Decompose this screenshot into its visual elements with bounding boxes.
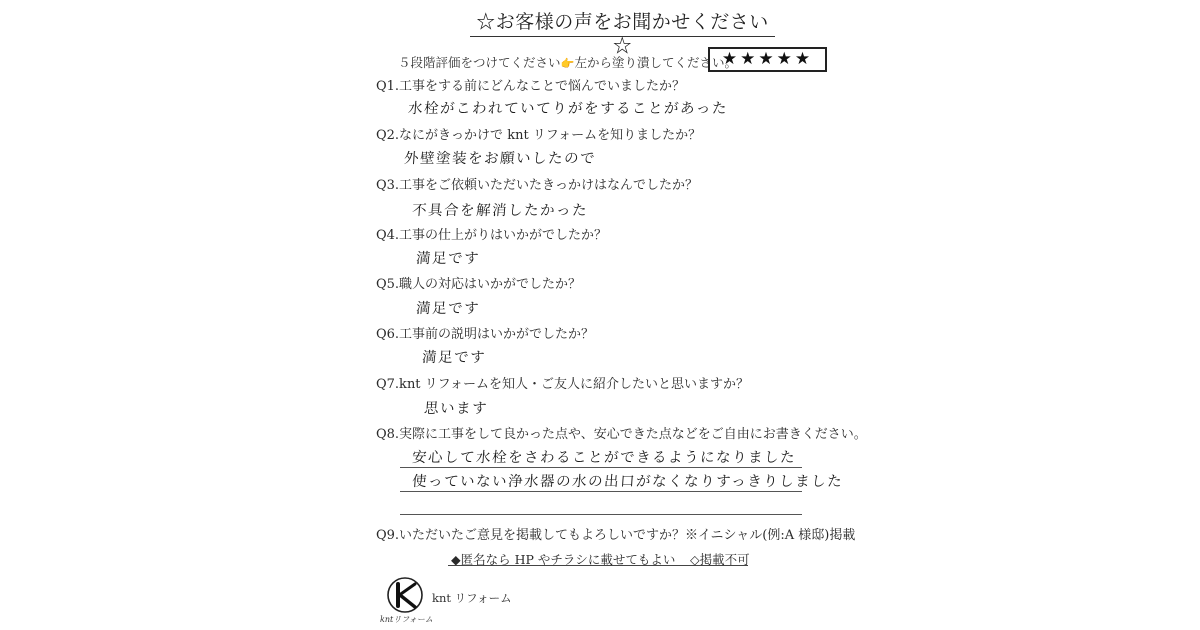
answer-7: 思います [423, 401, 489, 417]
question-7: Q7.knt リフォームを知人・ご友人に紹介したいと思いますか？ [376, 377, 750, 392]
survey-title: ☆お客様の声をお聞かせください☆ [470, 10, 775, 37]
answer-8-line-2: 使っていない浄水器の水の出口がなくなりすっきりしました [411, 474, 844, 490]
answer-line [400, 467, 802, 468]
answer-6: 満足です [421, 350, 487, 366]
logo-caption: kntリフォーム [380, 615, 433, 624]
question-6: Q6.工事前の説明はいかがでしたか？ [376, 327, 595, 342]
answer-line [400, 491, 802, 492]
publish-option-yes: ◆匿名なら HP やチラシに載せてもよい [451, 552, 676, 567]
answer-line [400, 514, 802, 515]
star-rating: ★★★★★ [708, 47, 827, 72]
publish-option-no: ◇掲載不可 [690, 552, 750, 567]
answer-1: 水栓がこわれていてりがをすることがあった [407, 101, 729, 117]
rating-instruction [398, 54, 737, 72]
rating-prompt-after: 左から塗り潰してください。 [574, 55, 738, 70]
answer-8-line-1: 安心して水栓をさわることができるようになりました [411, 450, 797, 466]
question-1: Q1.工事をする前にどんなことで悩んでいましたか？ [376, 79, 686, 94]
pointing-hand-icon: 👉 [560, 57, 575, 70]
options-underline [448, 565, 748, 566]
filled-diamond-icon: ◆ [451, 552, 461, 567]
question-5: Q5.職人の対応はいかがでしたか？ [376, 277, 582, 292]
question-8: Q8.実際に工事をして良かった点や、安心できた点などをご自由にお書きください。 [376, 427, 867, 442]
answer-3: 不具合を解消したかった [411, 203, 589, 219]
question-4: Q4.工事の仕上がりはいかがでしたか？ [376, 228, 608, 243]
answer-4: 満足です [415, 251, 481, 267]
rating-prompt-before: ５段階評価をつけてください [398, 55, 561, 70]
knt-logo [385, 576, 425, 614]
answer-2: 外壁塗装をお願いしたので [403, 151, 597, 167]
question-2: Q2.なにがきっかけで knt リフォームを知りましたか？ [376, 128, 702, 143]
company-name: knt リフォーム [432, 591, 512, 605]
question-9: Q9.いただいたご意見を掲載してもよろしいですか？※イニシャル(例:A 様邸)掲載 [376, 528, 856, 543]
question-3: Q3.工事をご依頼いただいたきっかけはなんでしたか？ [376, 178, 699, 193]
answer-5: 満足です [415, 301, 481, 317]
